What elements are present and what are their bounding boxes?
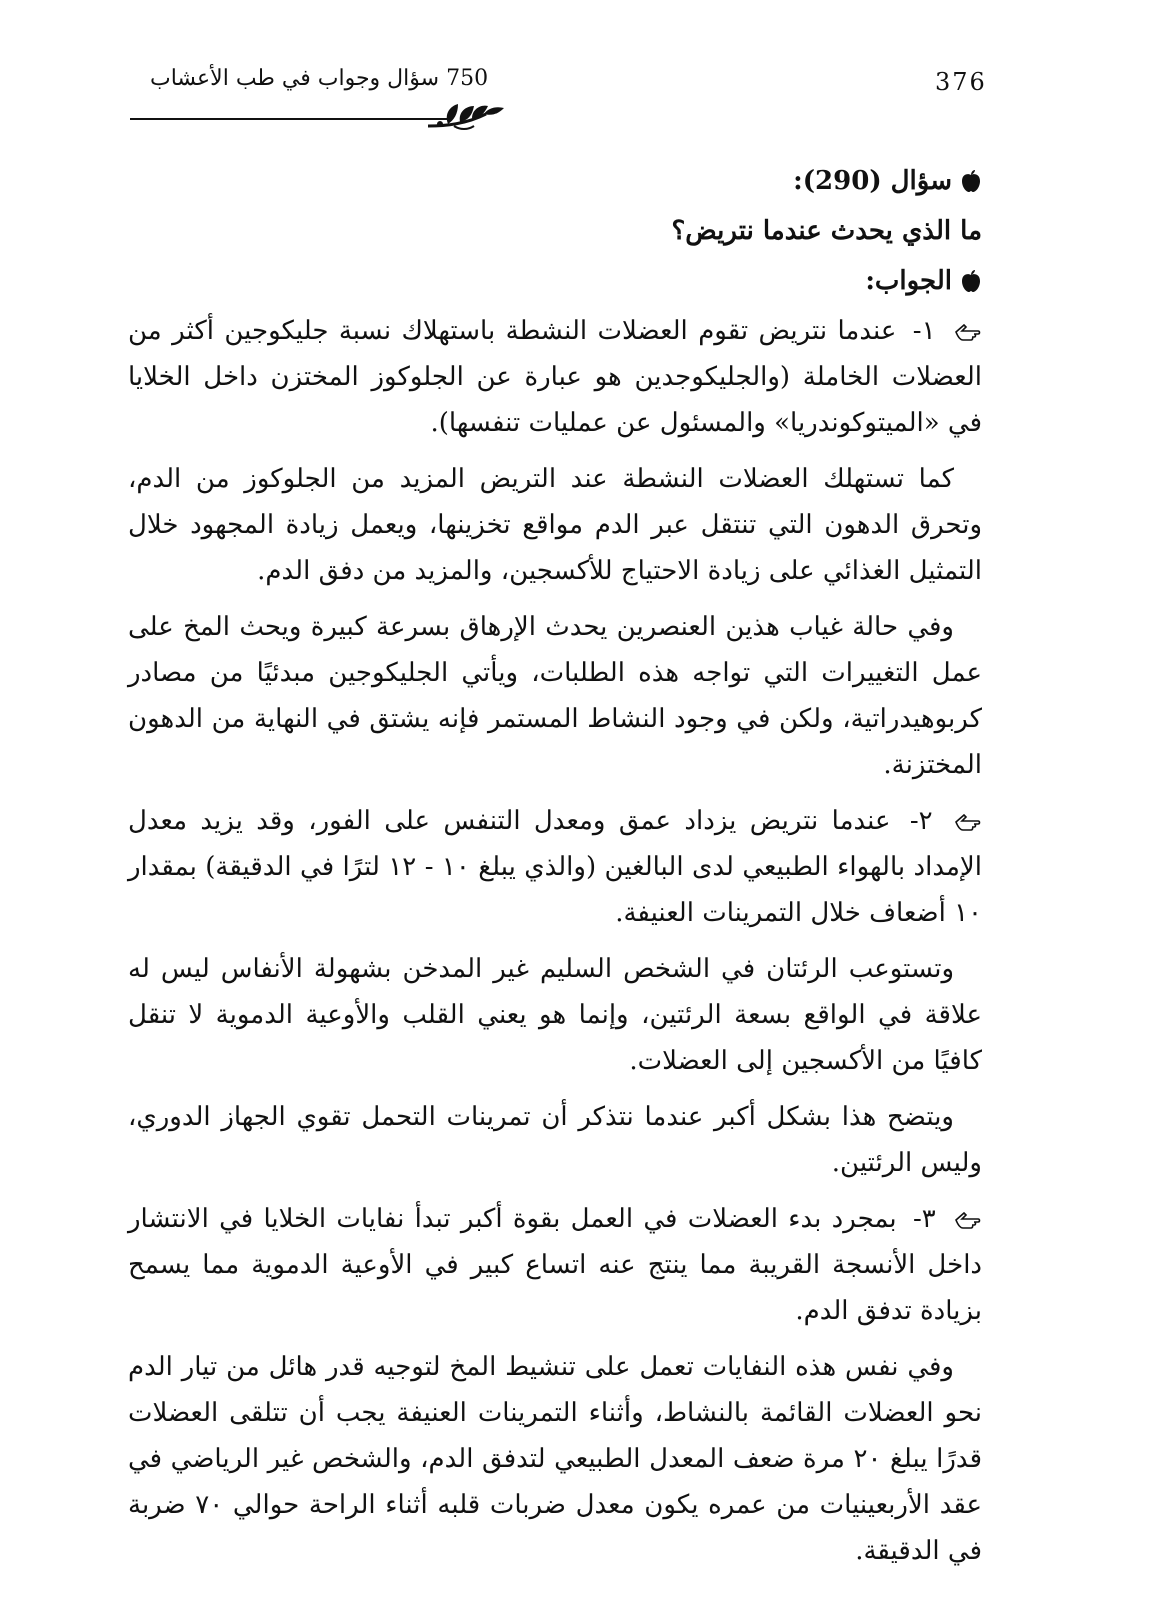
apple-icon [960, 269, 982, 293]
apple-icon [960, 169, 982, 193]
paragraph: ويتضح هذا بشكل أكبر عندما نتذكر أن تمرينات التحمل تقوي الجهاز الدوري، وليس الرئتين. [128, 1102, 982, 1178]
point-number: ١- [912, 316, 936, 346]
answer-label: الجواب: [865, 266, 952, 296]
answer-point-3 [128, 1196, 982, 1334]
page-header [130, 60, 987, 130]
page-number: 376 [935, 68, 987, 96]
point-number: ٢- [909, 806, 933, 836]
pointing-hand-icon [954, 1209, 982, 1231]
point-text: عندما نتريض تقوم العضلات النشطة باستهلاك نسبة جليكوجين أكثر من العضلات الخاملة (والجليكوجدين هو عبارة عن الجلوكوز المختزن داخل الخلايا في «الميتوكوندريا» والمسئول عن عمليات تنفسها). [128, 316, 982, 438]
header-rule [130, 118, 450, 120]
point-text: بمجرد بدء العضلات في العمل بقوة أكبر تبدأ نفايات الخلايا في الانتشار داخل الأنسجة القريبة مما ينتج عنه اتساع كبير في الأوعية الدموية مما يسمح بزيادة تدفق الدم. [128, 1204, 982, 1326]
answer-label-line [128, 258, 982, 304]
pointing-hand-icon [954, 321, 982, 343]
pointing-hand-icon [954, 811, 982, 833]
question-label: سؤال (290): [793, 166, 952, 196]
answer-point-1 [128, 308, 982, 446]
point-text: عندما نتريض يزداد عمق ومعدل التنفس على الفور، وقد يزيد معدل الإمداد بالهواء الطبيعي لدى البالغين (والذي يبلغ ١٠ - ١٢ لترًا في الدقيقة) بمقدار ١٠ أضعاف خلال التمرينات العنيفة. [128, 806, 982, 928]
answer-point-2 [128, 798, 982, 936]
paragraph: وفي حالة غياب هذين العنصرين يحدث الإرهاق بسرعة كبيرة ويحث المخ على عمل التغييرات التي تواجه هذه الطلبات، ويأتي الجليكوجين مبدئيًا من مصادر كربوهيدراتية، ولكن في وجود النشاط المستمر فإنه يشتق في النهاية من الدهون المختزنة. [128, 612, 982, 780]
leaf-ornament-icon [426, 100, 506, 132]
question-text: ما الذي يحدث عندما نتريض؟ [671, 216, 982, 246]
paragraph: كما تستهلك العضلات النشطة عند التريض المزيد من الجلوكوز من الدم، وتحرق الدهون التي تنتقل عبر الدم مواقع تخزينها، ويعمل زيادة المجهود خلال التمثيل الغذائي على زيادة الاحتياج للأكسجين، والمزيد من دفق الدم. [128, 464, 982, 586]
point-number: ٣- [912, 1204, 936, 1234]
paragraph: وفي نفس هذه النفايات تعمل على تنشيط المخ لتوجيه قدر هائل من تيار الدم نحو العضلات القائمة بالنشاط، وأثناء التمرينات العنيفة يجب أن تتلقى العضلات قدرًا يبلغ ٢٠ مرة ضعف المعدل الطبيعي لتدفق الدم، والشخص غير الرياضي في عقد الأربعينيات من عمره يكون معدل ضربات قلبه أثناء الراحة حوالي ٧٠ ضربة في الدقيقة. [128, 1352, 982, 1566]
running-title: 750 سؤال وجواب في طب الأعشاب [150, 66, 489, 91]
page-content [128, 158, 982, 1584]
paragraph: وتستوعب الرئتان في الشخص السليم غير المدخن بشهولة الأنفاس ليس له علاقة في الواقع بسعة الرئتين، وإنما هو يعني القلب والأوعية الدموية لا تنقل كافيًا من الأكسجين إلى العضلات. [128, 954, 982, 1076]
question-label-line [128, 158, 982, 204]
